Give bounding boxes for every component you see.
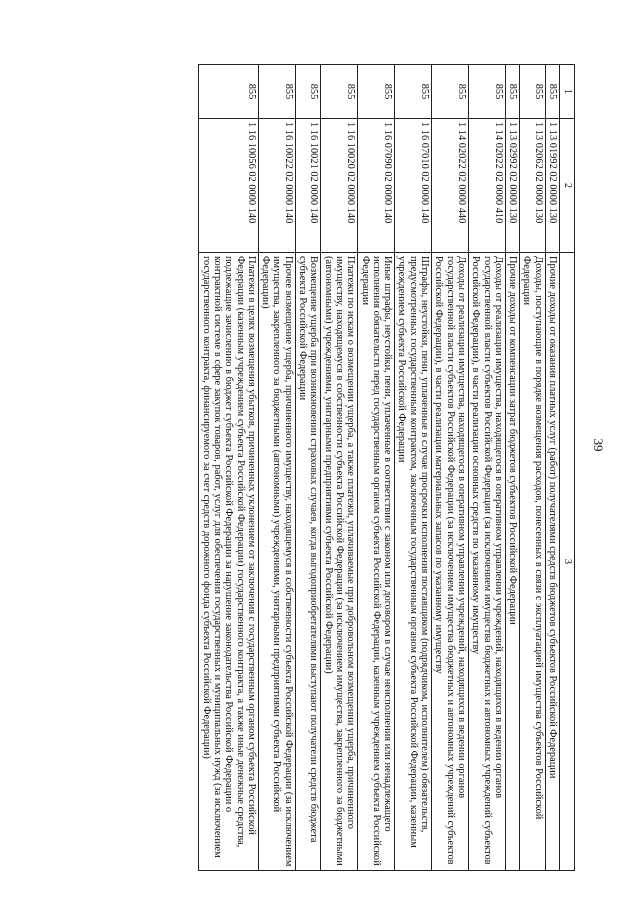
budget-code-cell: 1 16 10022 02 0000 140 <box>258 119 295 253</box>
admin-code-cell: 855 <box>505 65 519 119</box>
table-header-row <box>560 65 575 871</box>
description-cell: Доходы, поступающие в порядке возмещения расходов, понесенных в связи с эксплуатацией имущества субъектов Российской Федерации <box>520 253 546 871</box>
description-cell: Доходы от реализации имущества, находящегося в оперативном управлении учреждений, находящихся в ведении органов государственной власти субъектов Российской Федерации (за исключением имущества бюджетных и автономных учреждений субъектов Российской Федерации), в части реализации материальных запасов по указанному имуществу <box>432 253 469 871</box>
table-row <box>321 65 358 871</box>
admin-code-cell: 855 <box>520 65 546 119</box>
admin-code-cell: 855 <box>358 65 395 119</box>
table-body <box>199 65 560 871</box>
page-number: 39 <box>591 438 606 452</box>
admin-code-cell: 855 <box>432 65 469 119</box>
description-cell: Прочие доходы от компенсации затрат бюджетов субъектов Российской Федерации <box>505 253 519 871</box>
table-row <box>358 65 395 871</box>
admin-code-cell: 855 <box>199 65 258 119</box>
admin-code-cell: 855 <box>395 65 432 119</box>
header-col-3: 3 <box>560 253 575 871</box>
budget-code-cell: 1 16 10021 02 0000 140 <box>295 119 321 253</box>
table-row <box>432 65 469 871</box>
budget-code-cell: 1 16 07010 02 0000 140 <box>395 119 432 253</box>
table-row <box>295 65 321 871</box>
revenue-codes-table <box>198 64 575 871</box>
description-cell: Платежи по искам о возмещении ущерба, а также платежи, уплачиваемые при добровольном возмещении ущерба, причиненного имуществу, находящемуся в собственности субъекта Российской Федерации (за исключением имущества, закрепленного за бюджетными (автономными) учреждениями, унитарными предприятиями субъекта Российской Федерации) <box>321 253 358 871</box>
table-row <box>505 65 519 871</box>
description-cell: Доходы от реализации имущества, находящегося в оперативном управлении учреждений, находящихся в ведении органов государственной власти субъектов Российской Федерации (за исключением имущества бюджетных и автономных учреждений субъектов Российской Федерации), в части реализации основных средств по указанному имуществу <box>468 253 505 871</box>
admin-code-cell: 855 <box>545 65 559 119</box>
rotated-table-wrapper <box>55 64 575 870</box>
description-cell: Платежи в целях возмещения убытков, причиненных уклонением от заключения с государственным органом субъекта Российской Федерации (казенным учреждением субъекта Российской Федерации) государственного контракта, а также иные денежные средства, подлежащие зачислению в бюджет субъекта Российской Федерации за нарушение законодательства Российской Федерации о контрактной системе в сфере закупок товаров, работ, услуг для обеспечения государственных и муниципальных нужд (за исключением государственного контракта, финансируемого за счет средств дорожного фонда субъекта Российской Федерации) <box>199 253 258 871</box>
budget-code-cell: 1 16 10056 02 0000 140 <box>199 119 258 253</box>
table-row <box>395 65 432 871</box>
description-cell: Штрафы, неустойки, пени, уплаченные в случае просрочки исполнения поставщиком (подрядчиком, исполнителем) обязательств, предусмотренных государственным контрактом, заключенным государственным органом субъекта Российской Федерации, казенным учреждением субъекта Российской Федерации <box>395 253 432 871</box>
budget-code-cell: 1 13 02062 02 0000 130 <box>520 119 546 253</box>
budget-code-cell: 1 16 10020 02 0000 140 <box>321 119 358 253</box>
description-cell: Прочее возмещение ущерба, причиненного имуществу, находящемуся в собственности субъекта Российской Федерации (за исключением имущества, закрепленного за бюджетными (автономными) учреждениями, унитарными предприятиями субъекта Российской Федерации) <box>258 253 295 871</box>
header-col-1: 1 <box>560 65 575 119</box>
budget-code-cell: 1 14 02022 02 0000 410 <box>468 119 505 253</box>
header-col-2: 2 <box>560 119 575 253</box>
budget-code-cell: 1 16 07090 02 0000 140 <box>358 119 395 253</box>
document-table-area <box>55 64 575 870</box>
table-row <box>468 65 505 871</box>
table-row <box>258 65 295 871</box>
admin-code-cell: 855 <box>468 65 505 119</box>
admin-code-cell: 855 <box>295 65 321 119</box>
admin-code-cell: 855 <box>321 65 358 119</box>
table-row <box>520 65 546 871</box>
table-row <box>199 65 258 871</box>
budget-code-cell: 1 13 01992 02 0000 130 <box>545 119 559 253</box>
budget-code-cell: 1 13 02992 02 0000 130 <box>505 119 519 253</box>
admin-code-cell: 855 <box>258 65 295 119</box>
table-row <box>545 65 559 871</box>
budget-code-cell: 1 14 02022 02 0000 440 <box>432 119 469 253</box>
description-cell: Возмещение ущерба при возникновении страховых случаев, когда выгодоприобретателями выступают получатели средств бюджета субъекта Российской Федерации <box>295 253 321 871</box>
description-cell: Иные штрафы, неустойки, пени, уплаченные в соответствии с законом или договором в случае неисполнения или ненадлежащего исполнения обязательств перед государственным органом субъекта Российской Федерации, казенным учреждением субъекта Российской Федерации <box>358 253 395 871</box>
description-cell: Прочие доходы от оказания платных услуг (работ) получателями средств бюджетов субъектов Российской Федерации <box>545 253 559 871</box>
